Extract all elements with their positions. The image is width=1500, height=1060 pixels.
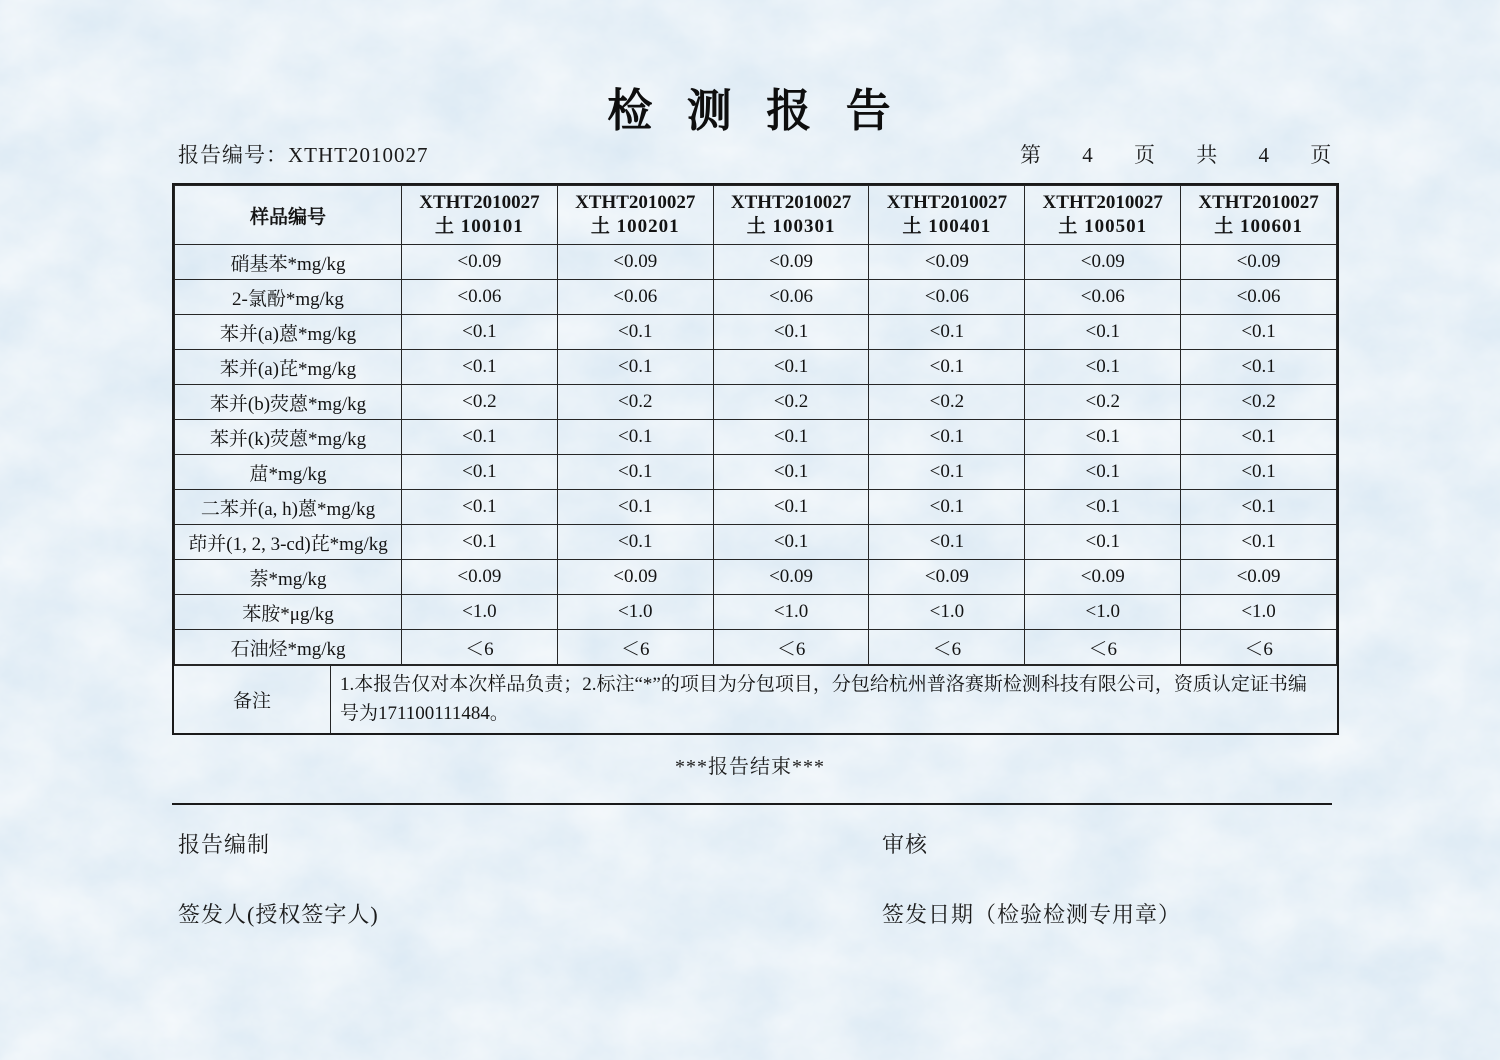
result-cell: <0.1 [869, 315, 1025, 350]
result-cell: <0.06 [402, 280, 558, 315]
pagination: 第 4 页 共 4 页 [1020, 143, 1332, 167]
result-cell: <0.09 [557, 560, 713, 595]
result-cell: <0.1 [713, 420, 869, 455]
result-cell: <0.06 [1025, 280, 1181, 315]
result-cell: <0.1 [557, 490, 713, 525]
result-cell: <0.09 [713, 245, 869, 280]
table-row [175, 315, 1337, 350]
result-cell: <1.0 [1025, 595, 1181, 630]
issue-date-label: 签发日期（检验检测专用章） [882, 902, 1182, 927]
analyte-label: 䓛*mg/kg [175, 455, 402, 490]
prepared-by-label: 报告编制 [178, 832, 271, 857]
result-cell: <1.0 [713, 595, 869, 630]
result-cell: <0.1 [1025, 525, 1181, 560]
sample-code: XTHT2010027 [575, 192, 696, 214]
signature-divider [172, 803, 1332, 805]
sample-column-header [402, 186, 558, 245]
analyte-label: 二苯并(a, h)蒽*mg/kg [175, 490, 402, 525]
result-cell: <0.1 [557, 525, 713, 560]
result-cell: ＜6 [1181, 630, 1337, 665]
result-cell: <0.1 [713, 455, 869, 490]
result-cell: <0.1 [869, 420, 1025, 455]
result-cell: <0.1 [1181, 315, 1337, 350]
result-cell: <0.09 [402, 245, 558, 280]
result-cell: <1.0 [1181, 595, 1337, 630]
result-cell: <0.1 [1025, 455, 1181, 490]
result-cell: <0.09 [713, 560, 869, 595]
result-cell: <0.1 [713, 350, 869, 385]
result-cell: <0.1 [869, 525, 1025, 560]
result-cell: <0.1 [713, 315, 869, 350]
report-end-mark: ***报告结束*** [675, 756, 825, 778]
sample-code: XTHT2010027 [1042, 192, 1163, 214]
result-cell: <0.2 [402, 385, 558, 420]
result-cell: <0.09 [869, 245, 1025, 280]
result-cell: <0.09 [1025, 560, 1181, 595]
result-cell: <0.09 [1181, 245, 1337, 280]
result-cell: <0.1 [1181, 455, 1337, 490]
table-row [175, 420, 1337, 455]
sample-id-header: 样品编号 [175, 186, 402, 245]
analyte-label: 苯并(k)荧蒽*mg/kg [175, 420, 402, 455]
result-cell: <0.1 [713, 525, 869, 560]
issuer-label: 签发人(授权签字人) [178, 902, 379, 927]
analyte-label: 苯并(b)荧蒽*mg/kg [175, 385, 402, 420]
result-cell: <0.09 [1181, 560, 1337, 595]
result-cell: <0.09 [402, 560, 558, 595]
result-cell: <1.0 [402, 595, 558, 630]
result-cell: <0.1 [713, 490, 869, 525]
sample-code: XTHT2010027 [419, 192, 540, 214]
result-cell: <0.09 [869, 560, 1025, 595]
result-cell: <0.1 [557, 350, 713, 385]
sample-id: 土 100501 [1058, 216, 1148, 237]
result-cell: <0.1 [557, 455, 713, 490]
analyte-label: 苯并(a)芘*mg/kg [175, 350, 402, 385]
result-cell: ＜6 [1025, 630, 1181, 665]
result-cell: <0.2 [713, 385, 869, 420]
sample-column-header [869, 186, 1025, 245]
analyte-label: 2-氯酚*mg/kg [175, 280, 402, 315]
analyte-label: 茚并(1, 2, 3-cd)芘*mg/kg [175, 525, 402, 560]
table-row [175, 490, 1337, 525]
sample-column-header [1025, 186, 1181, 245]
result-cell: <1.0 [869, 595, 1025, 630]
table-row [175, 455, 1337, 490]
analyte-label: 苯胺*μg/kg [175, 595, 402, 630]
result-cell: <1.0 [557, 595, 713, 630]
result-cell: <0.2 [1025, 385, 1181, 420]
table-row [175, 595, 1337, 630]
sample-id: 土 100101 [435, 216, 524, 237]
result-cell: <0.1 [1181, 525, 1337, 560]
result-cell: <0.06 [1181, 280, 1337, 315]
table-row [175, 350, 1337, 385]
result-cell: <0.1 [402, 315, 558, 350]
result-cell: <0.1 [1181, 490, 1337, 525]
result-cell: <0.2 [1181, 385, 1337, 420]
result-cell: <0.09 [1025, 245, 1181, 280]
results-table-wrapper [172, 183, 1339, 735]
result-cell: <0.1 [869, 455, 1025, 490]
analyte-label: 苯并(a)蒽*mg/kg [175, 315, 402, 350]
table-row [175, 245, 1337, 280]
table-row [175, 560, 1337, 595]
table-row [175, 525, 1337, 560]
result-cell: <0.1 [1025, 315, 1181, 350]
result-cell: <0.06 [713, 280, 869, 315]
result-cell: <0.1 [402, 350, 558, 385]
table-row [175, 630, 1337, 665]
result-cell: ＜6 [869, 630, 1025, 665]
remarks-text: 1.本报告仅对本次样品负责；2.标注“*”的项目为分包项目，分包给杭州普洛赛斯检测科技有限公司，资质认定证书编号为171100111484。 [340, 674, 1307, 724]
result-cell: <0.1 [402, 525, 558, 560]
sample-code: XTHT2010027 [730, 192, 852, 214]
result-cell: <0.06 [557, 280, 713, 315]
reviewed-by-label: 审核 [882, 832, 929, 857]
result-cell: <0.1 [1025, 350, 1181, 385]
result-cell: <0.1 [869, 350, 1025, 385]
sample-column-header [713, 186, 869, 245]
sample-column-header [1181, 186, 1337, 245]
sample-id: 土 100301 [746, 216, 836, 237]
result-cell: <0.1 [1181, 420, 1337, 455]
table-header-row [175, 186, 1337, 245]
sample-column-header [557, 186, 713, 245]
result-cell: <0.06 [869, 280, 1025, 315]
results-table [174, 185, 1337, 665]
analyte-label: 石油烃*mg/kg [175, 630, 402, 665]
analyte-label: 萘*mg/kg [175, 560, 402, 595]
sample-id: 土 100401 [902, 216, 992, 237]
result-cell: <0.1 [402, 455, 558, 490]
sample-code: XTHT2010027 [1198, 192, 1319, 214]
table-row [175, 385, 1337, 420]
result-cell: <0.2 [557, 385, 713, 420]
result-cell: <0.1 [1025, 490, 1181, 525]
result-cell: <0.2 [869, 385, 1025, 420]
result-cell: <0.1 [402, 490, 558, 525]
sample-id: 土 100201 [590, 216, 680, 237]
result-cell: <0.1 [557, 315, 713, 350]
sample-id: 土 100601 [1214, 216, 1303, 237]
sample-code: XTHT2010027 [886, 192, 1008, 214]
report-number: 报告编号：XTHT2010027 [178, 143, 429, 167]
remarks-label: 备注 [174, 666, 331, 733]
result-cell: ＜6 [557, 630, 713, 665]
remarks-row [174, 665, 1337, 733]
result-cell: <0.1 [1181, 350, 1337, 385]
result-cell: ＜6 [402, 630, 558, 665]
result-cell: <0.1 [1025, 420, 1181, 455]
page-title: 检 测 报 告 [607, 85, 893, 136]
analyte-label: 硝基苯*mg/kg [175, 245, 402, 280]
table-row [175, 280, 1337, 315]
result-cell: <0.09 [557, 245, 713, 280]
result-cell: <0.1 [557, 420, 713, 455]
result-cell: <0.1 [402, 420, 558, 455]
result-cell: ＜6 [713, 630, 869, 665]
result-cell: <0.1 [869, 490, 1025, 525]
